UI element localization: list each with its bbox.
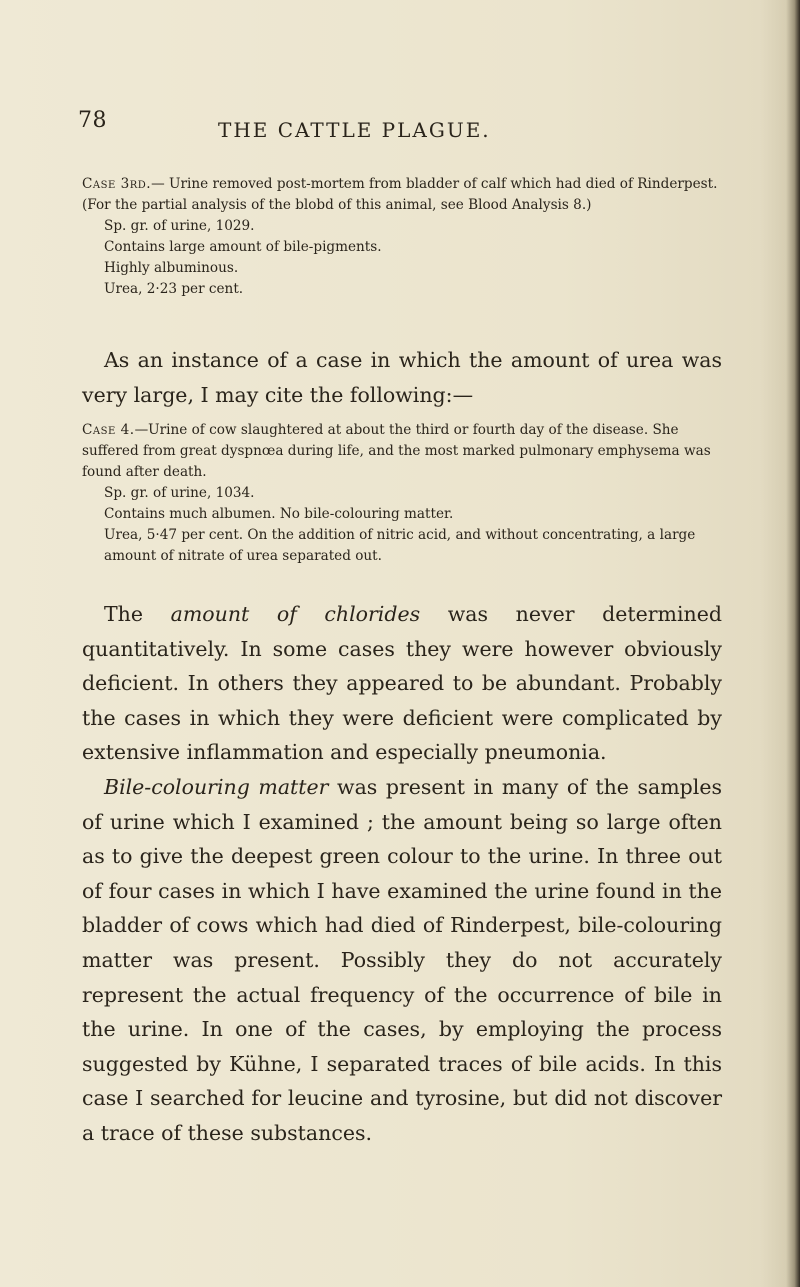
paragraph-chlorides (82, 597, 722, 770)
case-3-albumen: Highly albuminous. (104, 260, 239, 276)
case-3-bile: Contains large amount of bile-pigments. (104, 239, 382, 255)
paragraph-bile-colouring (82, 770, 722, 1151)
chlorides-rest: was never determined quantitatively. In some cases they were however obviously deficient. In others they appeared to be abundant. Probably the cases in which they were deficient were complicated by extensive inflammation and especially pneumonia. (82, 602, 722, 765)
case-3-intro-text: — Urine removed post-mortem from bladder of calf which had died of Rinderpest. (For the partial analysis of the blobd of this animal, see Blood Analysis 8.) (82, 176, 718, 213)
paragraph-urea-instance-text: As an instance of a case in which the amount of urea was very large, I may cite the following:— (82, 348, 722, 407)
page-edge-shadow (786, 0, 800, 1287)
case-3-sp-gr: Sp. gr. of urine, 1029. (104, 218, 255, 234)
chlorides-term: amount of chlorides (170, 602, 421, 626)
case-4-intro (82, 420, 722, 483)
paragraph-bile-colouring-text (82, 770, 722, 1151)
running-head: THE CATTLE PLAGUE. (218, 118, 491, 142)
paragraph-chlorides-text (82, 597, 722, 770)
case-4-contains: Contains much albumen. No bile-colouring matter. (104, 506, 454, 522)
paragraph-urea-instance (82, 343, 722, 412)
case-3-intro (82, 174, 722, 216)
case-4-intro-text: —Urine of cow slaughtered at about the third or fourth day of the disease. She suffered from great dyspnœa during life, and the most marked pulmonary emphysema was found after death. (82, 422, 711, 480)
case-3-block (82, 174, 722, 300)
case-3-urea: Urea, 2·23 per cent. (104, 281, 244, 297)
page-number: 78 (78, 108, 107, 133)
page-header (78, 108, 718, 140)
case-4-label: Case 4. (82, 422, 135, 438)
case-3-label: Case 3rd. (82, 176, 152, 192)
case-4-block (82, 420, 722, 567)
case-4-sp-gr: Sp. gr. of urine, 1034. (104, 485, 255, 501)
chlorides-lead: The (104, 602, 171, 626)
bile-colouring-rest: was present in many of the samples of urine which I examined ; the amount being so large often as to give the deepest green colour to the urine. In three out of four cases in which I have examined the urine found in the bladder of cows which had died of Rinderpest, bile-colouring matter was present. Possibly they do not accurately represent the actual frequency of the occurrence of bile in the urine. In one of the cases, by employing the process suggested by Kühne, I separated traces of bile acids. In this case I searched for leucine and tyrosine, but did not discover a trace of these substances. (82, 775, 722, 1145)
case-4-urea: Urea, 5·47 per cent. On the addition of nitric acid, and without concentrating, a large amount of nitrate of urea separated out. (104, 527, 696, 564)
bile-colouring-term: Bile-colouring matter (104, 775, 329, 799)
